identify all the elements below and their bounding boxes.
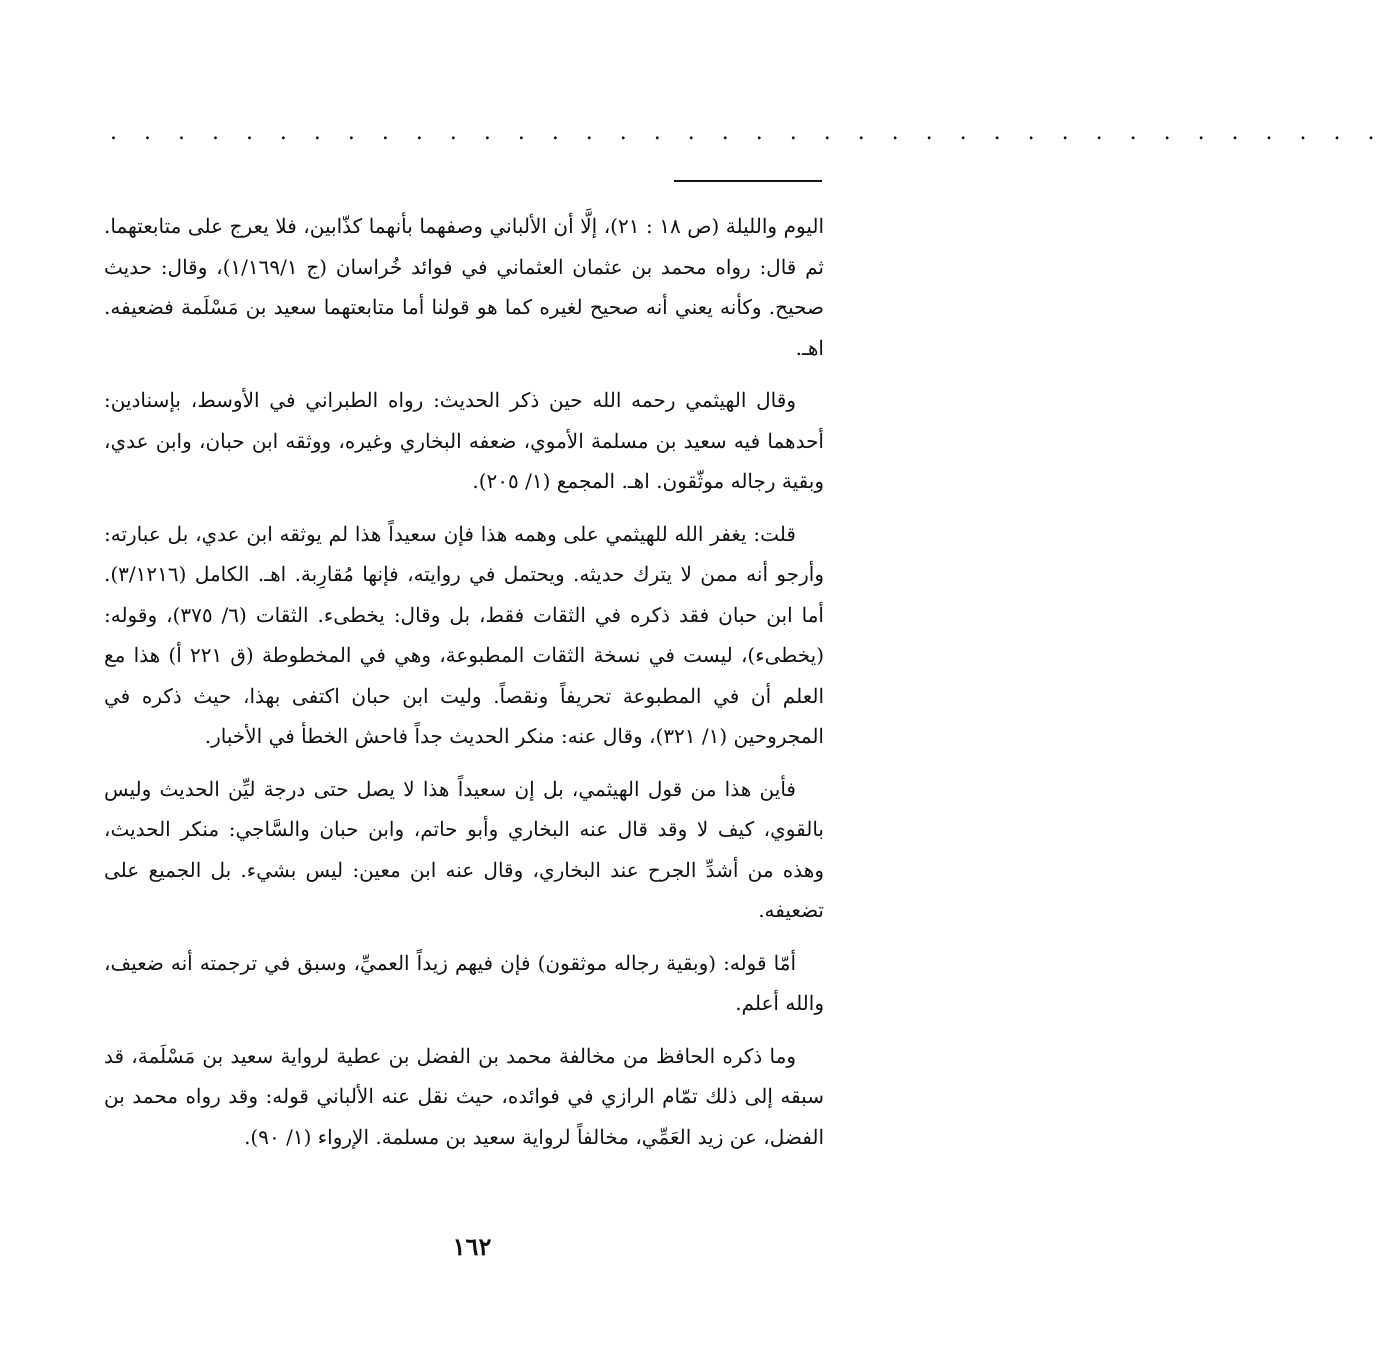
paragraph: قلت: يغفر الله للهيثمي على وهمه هذا فإن سعيداً هذا لم يوثقه ابن عدي، بل عبارته: وأرجو أنه ممن لا يترك حديثه. ويحتمل في روايته، فإنها مُقارِبة. اهـ. الكامل (٣/١٢١٦). أما ابن حبان فقد ذكره في الثقات فقط، بل وقال: يخطىء. الثقات (٦/ ٣٧٥)، وقوله: (يخطىء)، ليست في نسخة الثقات المطبوعة، وهي في المخطوطة (ق ٢٢١ أ) هذا مع العلم أن في المطبوعة تحريفاً ونقصاً. وليت ابن حبان اكتفى بهذا، حيث ذكره في المجروحين (١/ ٣٢١)، وقال عنه: منكر الحديث جداً فاحش الخطأ في الأخبار. xyxy=(104,521,824,748)
paragraph: اليوم والليلة (ص ١٨ : ٢١)، إلَّا أن الألباني وصفهما بأنهما كذّابين، فلا يعرج على متابعتهما. ثم قال: رواه محمد بن عثمان العثماني في فوائد خُراسان (ج ١/١٦٩/١)، وقال: حديث صحيح. وكأنه يعني أنه صحيح لغيره كما هو قولنا أما متابعتهما سعيد بن مَسْلَمة فضعيفه. اهـ. xyxy=(104,214,825,360)
footnote-rule xyxy=(674,180,822,182)
footnote-dotted-separator: . . . . . . . . . . . . . . . . . . . . . . . . . . . . . . . . . . . . . . xyxy=(110,120,1385,145)
paragraph: أمّا قوله: (وبقية رجاله موثقون) فإن فيهم زيداً العميِّ، وسبق في ترجمته أنه ضعيف، والله أعلم. xyxy=(104,950,824,1015)
page-number: ١٦٢ xyxy=(452,1232,492,1261)
paragraph: فأين هذا من قول الهيثمي، بل إن سعيداً هذا لا يصل حتى درجة ليِّن الحديث وليس بالقوي، كيف لا وقد قال عنه البخاري وأبو حاتم، وابن حبان والسَّاجي: منكر الحديث، وهذه من أشدِّ الجرح عند البخاري، وقال عنه ابن معين: ليس بشيء. بل الجميع على تضعيفه. xyxy=(104,776,824,922)
paragraph: وما ذكره الحافظ من مخالفة محمد بن الفضل بن عطية لرواية سعيد بن مَسْلَمة، قد سبقه إلى ذلك تمّام الرازي في فوائده، حيث نقل عنه الألباني قوله: وقد رواه محمد بن الفضل، عن زيد العَمِّي، مخالفاً لرواية سعيد بن مسلمة. الإرواء (١/ ٩٠). xyxy=(104,1043,824,1149)
paragraph: وقال الهيثمي رحمه الله حين ذكر الحديث: رواه الطبراني في الأوسط، بإسنادين: أحدهما فيه سعيد بن مسلمة الأموي، ضعفه البخاري وغيره، ووثقه ابن حبان، وابن عدي، وبقية رجاله موثّقون. اهـ. المجمع (١/ ٢٠٥). xyxy=(104,388,824,493)
page-body xyxy=(104,206,824,1169)
